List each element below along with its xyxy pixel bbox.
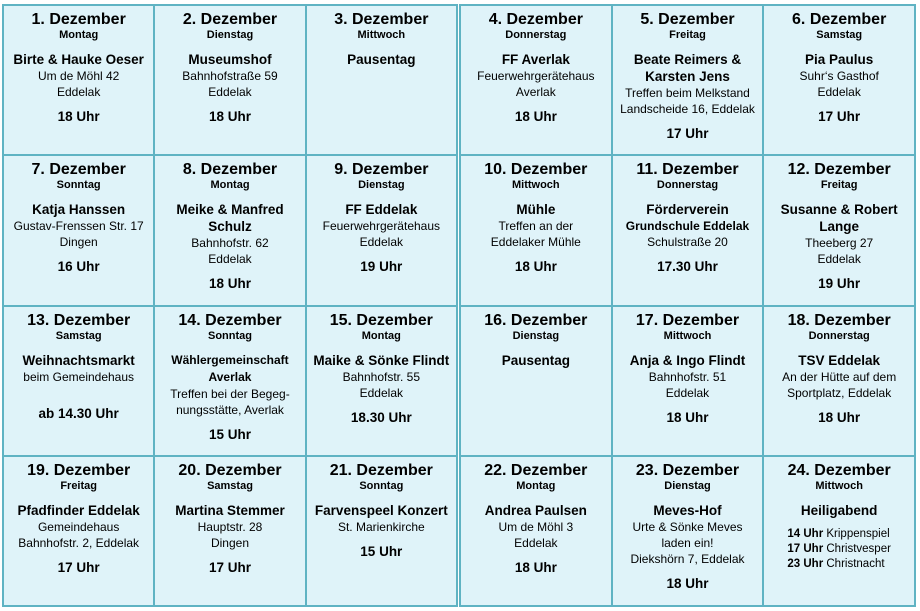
host-name: Pausentag [501, 352, 570, 368]
calendar-day-cell [307, 307, 456, 455]
day-date: 2. Dezember [182, 11, 278, 28]
address-line: Bahnhofstr. 2, Eddelak [18, 535, 140, 550]
service-schedule [787, 527, 891, 572]
host-name: Birte & Hauke Oeser [13, 52, 144, 67]
calendar-day-cell [613, 6, 763, 154]
address-line: Eddelak [208, 85, 252, 99]
day-date: 18. Dezember [787, 311, 891, 329]
host-name: Pfadfinder Eddelak [17, 502, 140, 518]
day-date: 11. Dezember [636, 161, 739, 179]
day-date: 21. Dezember [329, 461, 433, 479]
weekday-label: Samstag [55, 329, 102, 342]
calendar-day-cell [307, 457, 456, 605]
weekday-label: Dienstag [206, 29, 254, 41]
event-time: 18 Uhr [57, 109, 100, 124]
weekday-label: Montag [59, 29, 99, 41]
address-line: Dingen [59, 235, 98, 250]
host-subtitle: Grundschule Eddelak [625, 219, 750, 234]
host-name: Meves-Hof [653, 502, 722, 518]
day-date: 6. Dezember [792, 11, 887, 28]
host-name: Mühle [516, 202, 556, 218]
address-line: Eddelak [56, 85, 101, 99]
address-line: Bahnhofstr. 62 [191, 236, 269, 251]
calendar-day-cell [155, 457, 304, 605]
schedule-row [787, 557, 891, 572]
schedule-time: 14 Uhr [787, 527, 824, 540]
calendar-day-cell [4, 156, 153, 304]
event-time: 17 Uhr [57, 559, 100, 575]
host-name: Maike & Sönke Flindt [313, 352, 450, 368]
weekday-label: Sonntag [207, 329, 252, 342]
weekday-label: Mittwoch [511, 179, 560, 192]
day-date: 7. Dezember [31, 161, 126, 179]
address-line: Treffen bei der Begeg- [170, 386, 290, 401]
event-time: 18 Uhr [514, 109, 557, 124]
day-date: 12. Dezember [787, 161, 891, 179]
day-date: 15. Dezember [329, 311, 433, 329]
address-line: Bahnhofstraße 59 [182, 69, 278, 83]
host-name: Meike & Manfred Schulz [176, 202, 284, 235]
event-time: 16 Uhr [57, 259, 100, 275]
event-time: 17 Uhr [818, 109, 861, 124]
weekday-label: Samstag [207, 479, 253, 492]
day-date: 22. Dezember [484, 461, 588, 479]
address-line: Dingen [210, 535, 249, 550]
event-time: 17 Uhr [208, 559, 251, 575]
address-line: Um de Möhl 42 [37, 69, 120, 83]
calendar-grid-left [4, 6, 456, 605]
calendar-day-cell [307, 156, 456, 304]
host-name: Pia Paulus [805, 52, 874, 67]
event-time: 18 Uhr [666, 575, 709, 591]
event-time: 15 Uhr [208, 426, 251, 442]
address-line: St. Marienkirche [337, 519, 425, 534]
address-line: Gustav-Frenssen Str. 17 [13, 219, 144, 234]
event-time: 18 Uhr [208, 276, 251, 292]
host-name: Susanne & Robert Lange [780, 202, 898, 235]
address-line: Schulstraße 20 [647, 235, 728, 250]
calendar-day-cell [764, 156, 914, 304]
day-date: 19. Dezember [27, 461, 131, 479]
weekday-label: Samstag [816, 29, 863, 41]
calendar-day-cell [4, 6, 153, 154]
event-time: 18 Uhr [208, 109, 251, 124]
schedule-event: Krippenspiel [826, 527, 890, 540]
day-date: 23. Dezember [635, 461, 740, 479]
host-name: Museumshof [188, 52, 272, 67]
calendar-block-left [2, 4, 458, 607]
calendar-day-cell [461, 457, 611, 605]
event-time: 15 Uhr [360, 543, 403, 559]
weekday-label: Freitag [820, 179, 858, 192]
address-line: Diekshörn 7, Eddelak [630, 551, 745, 566]
address-line: Gemeindehaus [37, 519, 120, 534]
schedule-time: 17 Uhr [787, 542, 824, 555]
schedule-event: Christnacht [826, 557, 885, 570]
day-date: 14. Dezember [178, 311, 282, 329]
event-time: 17 Uhr [666, 126, 709, 141]
calendar-day-cell [764, 307, 914, 455]
host-name: Andrea Paulsen [484, 502, 587, 518]
host-name: Farvenspeel Konzert [314, 502, 448, 518]
weekday-label: Montag [516, 479, 556, 492]
weekday-label: Dienstag [358, 179, 405, 192]
host-name: Martina Stemmer [175, 502, 285, 518]
host-name: Katja Hanssen [32, 202, 126, 218]
host-name: Pausentag [347, 52, 416, 67]
calendar-day-cell [764, 457, 914, 605]
address-line: Eddelaker Mühle [490, 235, 581, 250]
event-time: 18.30 Uhr [350, 409, 412, 425]
day-date: 24. Dezember [787, 461, 891, 479]
address-line: Feuerwehrgerätehaus [322, 219, 441, 234]
address-line: Landscheide 16, Eddelak [620, 102, 755, 116]
address-line: Bahnhofstr. 55 [342, 369, 421, 384]
schedule-event: Christvesper [826, 542, 891, 555]
event-time: ab 14.30 Uhr [38, 405, 119, 421]
address-line: Sportplatz, Eddelak [787, 385, 892, 400]
address-line: Eddelak [359, 235, 403, 250]
host-name: Anja & Ingo Flindt [629, 352, 746, 368]
host-name: Heiligabend [800, 502, 878, 518]
calendar-day-cell [461, 156, 611, 304]
calendar-day-cell [461, 307, 611, 455]
address-line: Feuerwehrgerätehaus [477, 69, 595, 83]
address-line: Eddelak [514, 535, 558, 550]
host-name: FF Averlak [501, 52, 570, 67]
schedule-row [787, 542, 891, 557]
address-line: Treffen beim Melkstand [625, 86, 750, 100]
weekday-label: Mittwoch [663, 329, 712, 342]
weekday-label: Sonntag [56, 179, 101, 192]
address-line: Treffen an der [498, 219, 574, 234]
host-name: TSV Eddelak [798, 352, 881, 368]
calendar-day-cell [4, 307, 153, 455]
host-name: Wählergemeinschaft Averlak [171, 352, 289, 384]
address-line: Um de Möhl 3 [498, 519, 574, 534]
weekday-label: Mittwoch [815, 479, 863, 492]
weekday-label: Montag [361, 329, 401, 342]
address-line: Eddelak [208, 252, 252, 267]
address-line: beim Gemeindehaus [23, 369, 135, 384]
address-line: Hauptstr. 28 [197, 519, 263, 534]
weekday-label: Freitag [669, 29, 706, 41]
event-time: 18 Uhr [514, 259, 557, 275]
event-time: 19 Uhr [818, 276, 861, 292]
address-line: nungsstätte, Averlak [176, 402, 284, 417]
event-time: 19 Uhr [360, 259, 403, 275]
address-line: An der Hütte auf dem [782, 369, 897, 384]
day-date: 16. Dezember [484, 311, 588, 329]
day-date: 4. Dezember [488, 11, 583, 28]
weekday-label: Dienstag [664, 479, 711, 492]
day-date: 1. Dezember [31, 11, 126, 28]
day-date: 17. Dezember [635, 311, 740, 329]
day-date: 5. Dezember [640, 11, 735, 28]
weekday-label: Montag [210, 179, 250, 192]
host-name: Förderverein [646, 202, 729, 218]
day-date: 13. Dezember [27, 311, 131, 329]
weekday-label: Dienstag [512, 329, 560, 342]
calendar-day-cell [461, 6, 611, 154]
event-time: 18 Uhr [514, 559, 557, 575]
address-line: Averlak [515, 85, 556, 99]
host-name: FF Eddelak [345, 202, 418, 218]
calendar-day-cell [613, 457, 763, 605]
address-line: laden ein! [661, 535, 714, 550]
address-line: Eddelak [817, 252, 861, 267]
day-date: 8. Dezember [182, 161, 278, 179]
calendar-block-right [459, 4, 916, 607]
address-line: Eddelak [817, 85, 861, 99]
calendar-day-cell [155, 156, 304, 304]
weekday-label: Sonntag [359, 479, 404, 492]
address-line: Theeberg 27 [805, 236, 874, 251]
schedule-time: 23 Uhr [787, 557, 824, 570]
calendar-grid-right [461, 6, 914, 605]
day-date: 20. Dezember [178, 461, 282, 479]
schedule-row [787, 527, 891, 542]
calendar-day-cell [764, 6, 914, 154]
event-time: 18 Uhr [666, 409, 709, 425]
calendar-day-cell [155, 6, 304, 154]
host-name: Weihnachtsmarkt [22, 352, 135, 368]
calendar-day-cell [307, 6, 456, 154]
weekday-label: Mittwoch [357, 29, 406, 41]
day-date: 10. Dezember [484, 161, 588, 179]
day-date: 9. Dezember [334, 161, 429, 179]
calendar-day-cell [613, 307, 763, 455]
weekday-label: Donnerstag [656, 179, 719, 192]
event-time: 18 Uhr [818, 409, 861, 425]
calendar-day-cell [155, 307, 304, 455]
host-name: Beate Reimers & Karsten Jens [633, 52, 742, 84]
weekday-label: Donnerstag [505, 29, 567, 41]
event-time: 17.30 Uhr [657, 259, 718, 275]
address-line: Suhr‘s Gasthof [799, 69, 879, 83]
calendar-day-cell [4, 457, 153, 605]
address-line: Urte & Sönke Meves [632, 519, 743, 534]
calendar-day-cell [613, 156, 763, 304]
address-line: Bahnhofstr. 51 [648, 369, 727, 384]
day-date: 3. Dezember [334, 11, 429, 28]
address-line: Eddelak [665, 385, 710, 400]
address-line: Eddelak [359, 385, 403, 400]
weekday-label: Freitag [60, 479, 97, 492]
weekday-label: Donnerstag [808, 329, 870, 342]
